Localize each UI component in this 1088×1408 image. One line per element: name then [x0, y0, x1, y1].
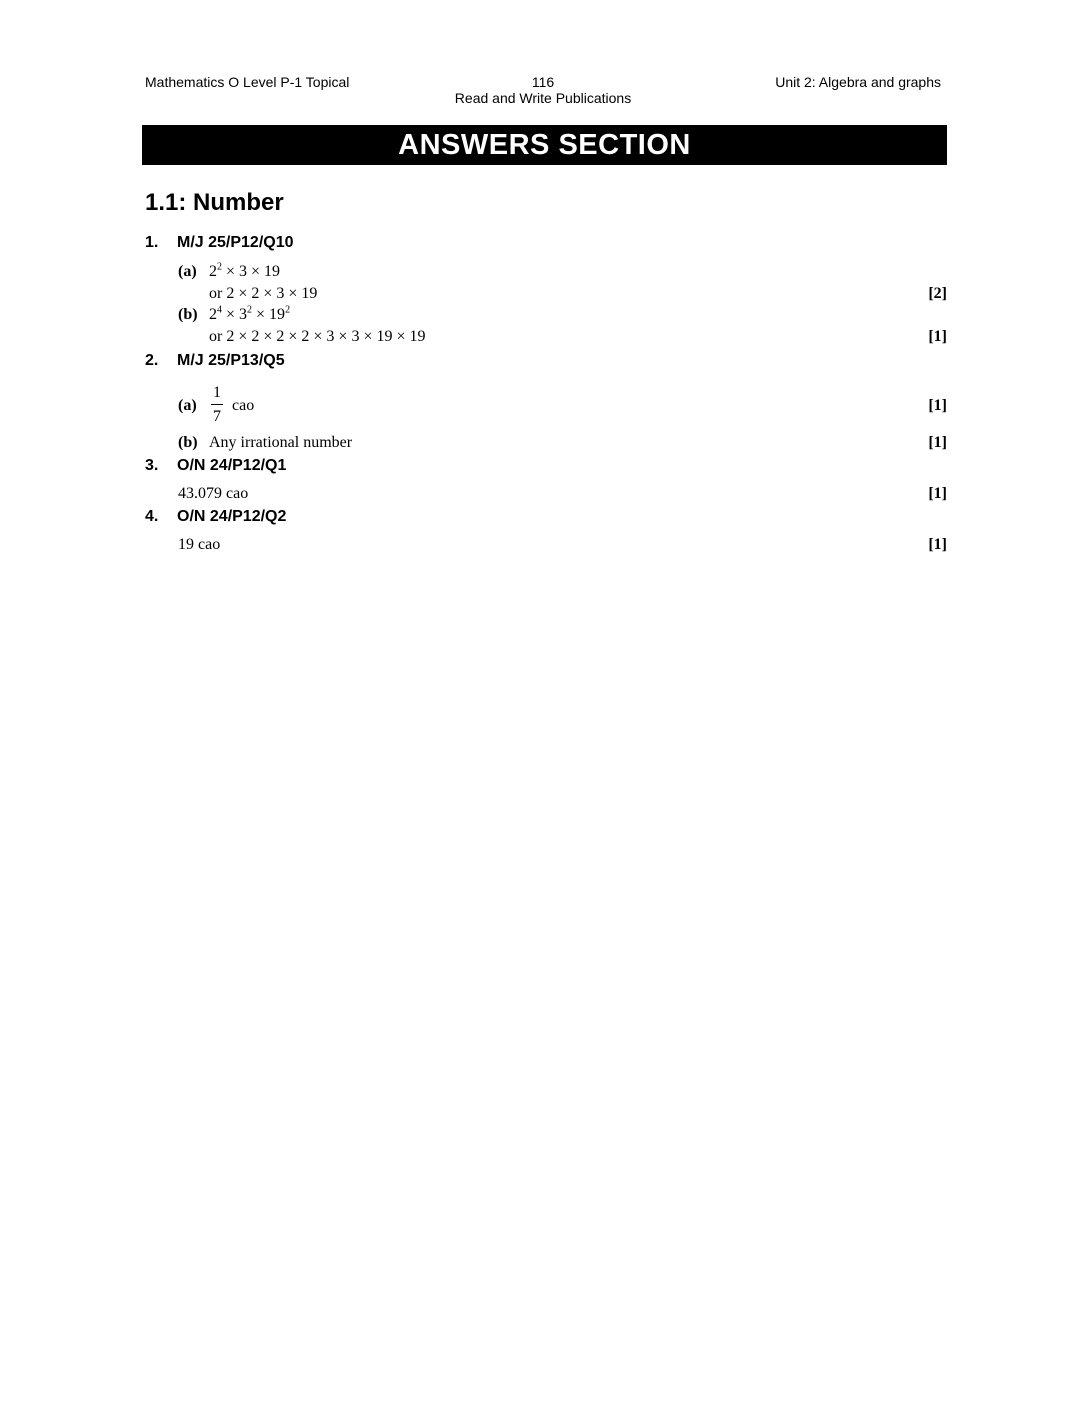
- question-number: 4.: [145, 508, 159, 525]
- q3-answer: 43.079 cao: [178, 485, 249, 502]
- header-publisher: Read and Write Publications: [454, 90, 632, 106]
- section-title: 1.1: Number: [145, 189, 284, 216]
- question-4-heading: [145, 508, 286, 526]
- part-label: (b): [178, 306, 198, 323]
- question-number: 2.: [145, 352, 159, 369]
- question-number: 1.: [145, 234, 159, 251]
- question-2-heading: [145, 352, 285, 370]
- header-book-title: Mathematics O Level P-1 Topical: [145, 74, 350, 90]
- fraction-bar: [211, 404, 223, 405]
- q2-part-a-label: (a): [178, 397, 197, 414]
- q3-mark: [1]: [928, 485, 947, 502]
- part-label: (a): [178, 263, 197, 280]
- question-reference: M/J 25/P12/Q10: [177, 234, 294, 251]
- fraction-denominator: 7: [213, 408, 221, 425]
- q1-part-a-line1: (a) $2^2 \times 3 \times 19$: [178, 261, 281, 280]
- fraction-one-seventh: [211, 384, 223, 426]
- q1-part-b-mark: [1]: [928, 328, 947, 345]
- fraction-numerator: 1: [213, 384, 221, 401]
- part-label: (b): [178, 434, 198, 451]
- header-unit-title: Unit 2: Algebra and graphs: [775, 74, 941, 90]
- q1-part-b-line1: (b) $2^4 \times 3^2 \times 19^2$: [178, 304, 291, 323]
- q1-part-a-mark: [2]: [928, 285, 947, 302]
- question-reference: O/N 24/P12/Q2: [177, 508, 287, 525]
- question-reference: M/J 25/P13/Q5: [177, 352, 285, 369]
- question-1-heading: [145, 234, 294, 252]
- page-header: [145, 74, 941, 108]
- q2-part-a-mark: [1]: [928, 397, 947, 414]
- question-reference: O/N 24/P12/Q1: [177, 457, 287, 474]
- q2-part-b-mark: [1]: [928, 434, 947, 451]
- q1-part-b-line2: or 2 × 2 × 2 × 2 × 3 × 3 × 19 × 19: [209, 328, 426, 345]
- question-3-heading: [145, 457, 286, 475]
- q2-part-a-text: cao: [232, 397, 255, 414]
- q2-part-b-line: (b) Any irrational number: [178, 434, 353, 451]
- q4-mark: [1]: [928, 536, 947, 553]
- q1-part-a-line2: or 2 × 2 × 3 × 19: [209, 285, 318, 302]
- answers-section-banner: ANSWERS SECTION: [142, 125, 947, 165]
- question-number: 3.: [145, 457, 159, 474]
- page-number: 116: [531, 74, 555, 90]
- q4-answer: 19 cao: [178, 536, 221, 553]
